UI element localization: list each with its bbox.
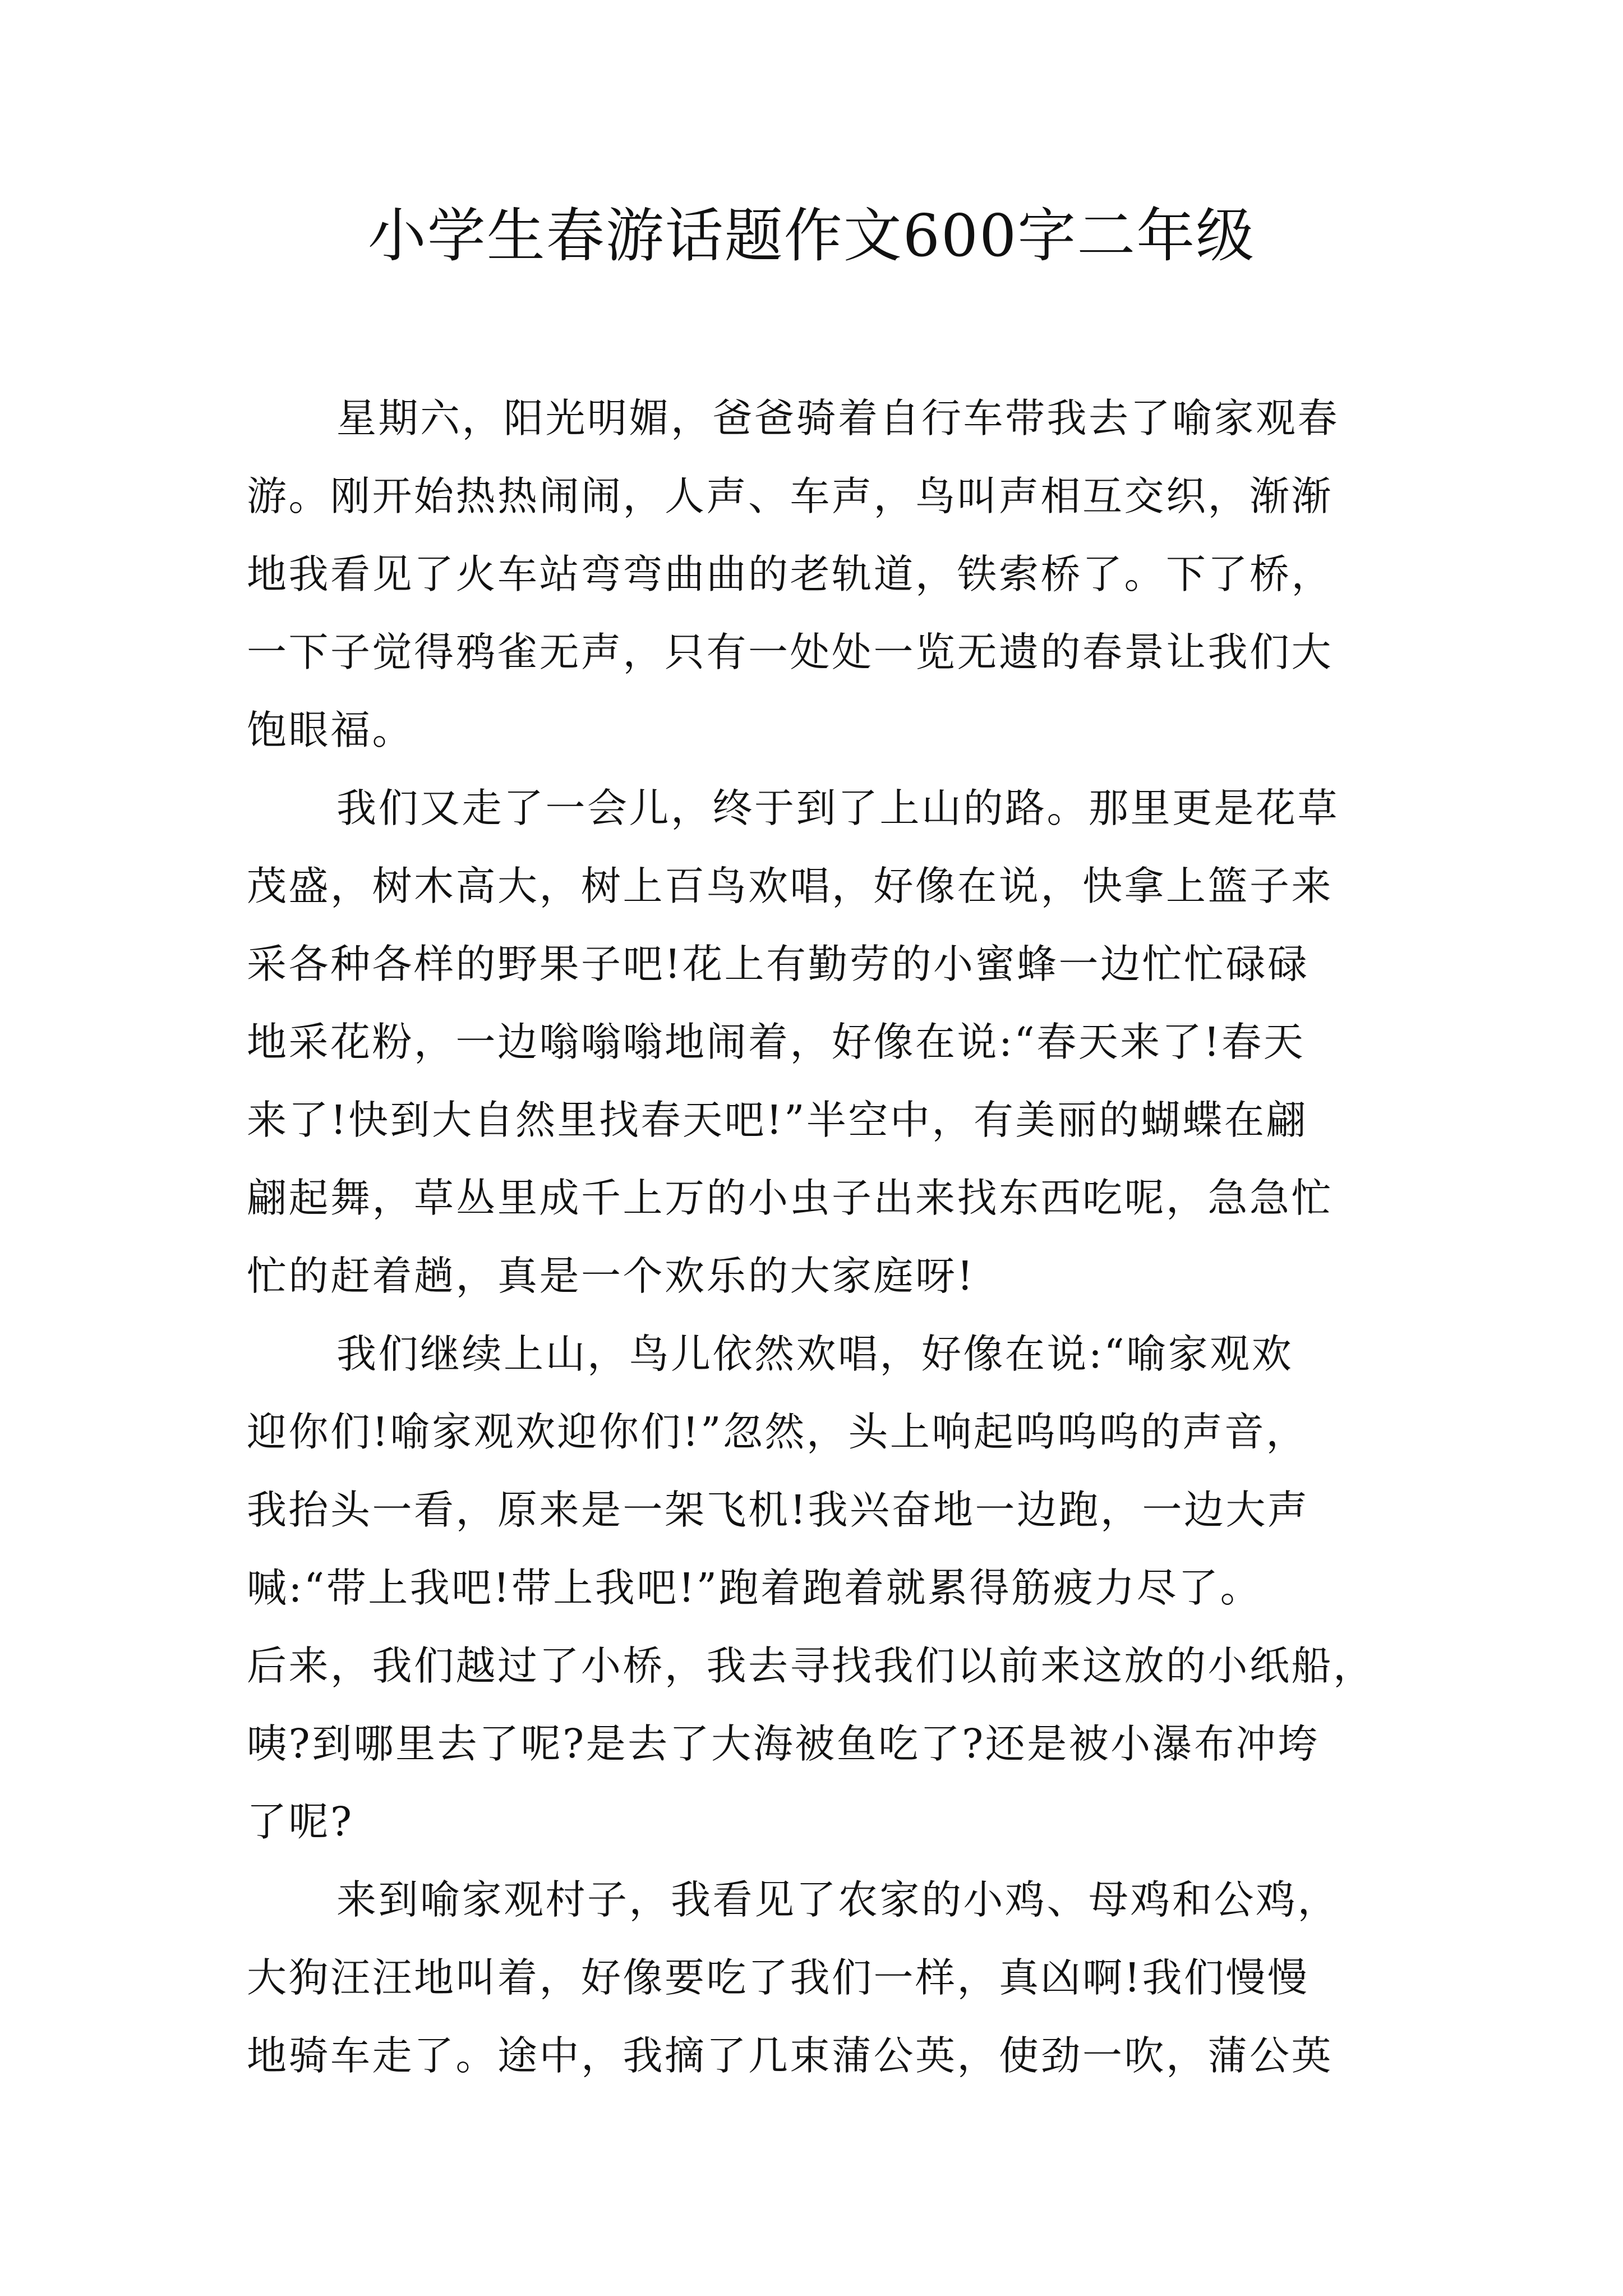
text-line: 饱眼福。 bbox=[247, 707, 414, 753]
paragraph-4 bbox=[247, 1861, 1380, 2095]
text-line: 忙的赶着趟，真是一个欢乐的大家庭呀! bbox=[247, 1253, 975, 1299]
paragraph-2 bbox=[247, 769, 1380, 1315]
text-line: 迎你们!喻家观欢迎你们!”忽然，头上响起呜呜呜的声音， bbox=[247, 1409, 1308, 1455]
text-line: 来到喻家观村子，我看见了农家的小鸡、母鸡和公鸡， bbox=[336, 1876, 1340, 1923]
text-line: 翩起舞，草丛里成千上万的小虫子出来找东西吃呢，急急忙 bbox=[247, 1175, 1334, 1221]
paragraph-1 bbox=[247, 379, 1380, 769]
text-line: 咦?到哪里去了呢?是去了大海被鱼吃了?还是被小瀑布冲垮 bbox=[247, 1720, 1320, 1767]
document-body bbox=[247, 379, 1380, 2095]
text-line: 星期六，阳光明媚，爸爸骑着自行车带我去了喻家观春 bbox=[336, 395, 1340, 441]
text-line: 大狗汪汪地叫着，好像要吃了我们一样，真凶啊!我们慢慢 bbox=[247, 1954, 1310, 2001]
document-title: 小学生春游话题作文600字二年级 bbox=[367, 201, 1256, 270]
text-line: 地采花粉，一边嗡嗡嗡地闹着，好像在说:“春天来了!春天 bbox=[247, 1019, 1306, 1065]
text-line: 一下子觉得鸦雀无声，只有一处处一览无遗的春景让我们大 bbox=[247, 629, 1334, 675]
text-line: 我们继续上山，鸟儿依然欢唱，好像在说:“喻家观欢 bbox=[336, 1331, 1294, 1377]
paragraph-3 bbox=[247, 1315, 1380, 1861]
text-line: 后来，我们越过了小桥，我去寻找我们以前来这放的小纸船， bbox=[247, 1642, 1375, 1689]
text-line: 游。刚开始热热闹闹，人声、车声，鸟叫声相互交织，渐渐 bbox=[247, 473, 1334, 519]
text-line: 地我看见了火车站弯弯曲曲的老轨道，铁索桥了。下了桥， bbox=[247, 551, 1334, 597]
text-line: 我抬头一看，原来是一架飞机!我兴奋地一边跑，一边大声 bbox=[247, 1487, 1310, 1533]
text-line: 我们又走了一会儿，终于到了上山的路。那里更是花草 bbox=[336, 785, 1340, 831]
text-line: 地骑车走了。途中，我摘了几束蒲公英，使劲一吹，蒲公英 bbox=[247, 2032, 1334, 2079]
text-line: 来了!快到大自然里找春天吧!”半空中，有美丽的蝴蝶在翩 bbox=[247, 1097, 1308, 1143]
text-line: 喊:“带上我吧!带上我吧!”跑着跑着就累得筋疲力尽了。 bbox=[247, 1565, 1262, 1611]
text-line: 茂盛，树木高大，树上百鸟欢唱，好像在说，快拿上篮子来 bbox=[247, 863, 1334, 909]
text-line: 采各种各样的野果子吧!花上有勤劳的小蜜蜂一边忙忙碌碌 bbox=[247, 941, 1310, 987]
text-line: 了呢? bbox=[247, 1798, 354, 1845]
